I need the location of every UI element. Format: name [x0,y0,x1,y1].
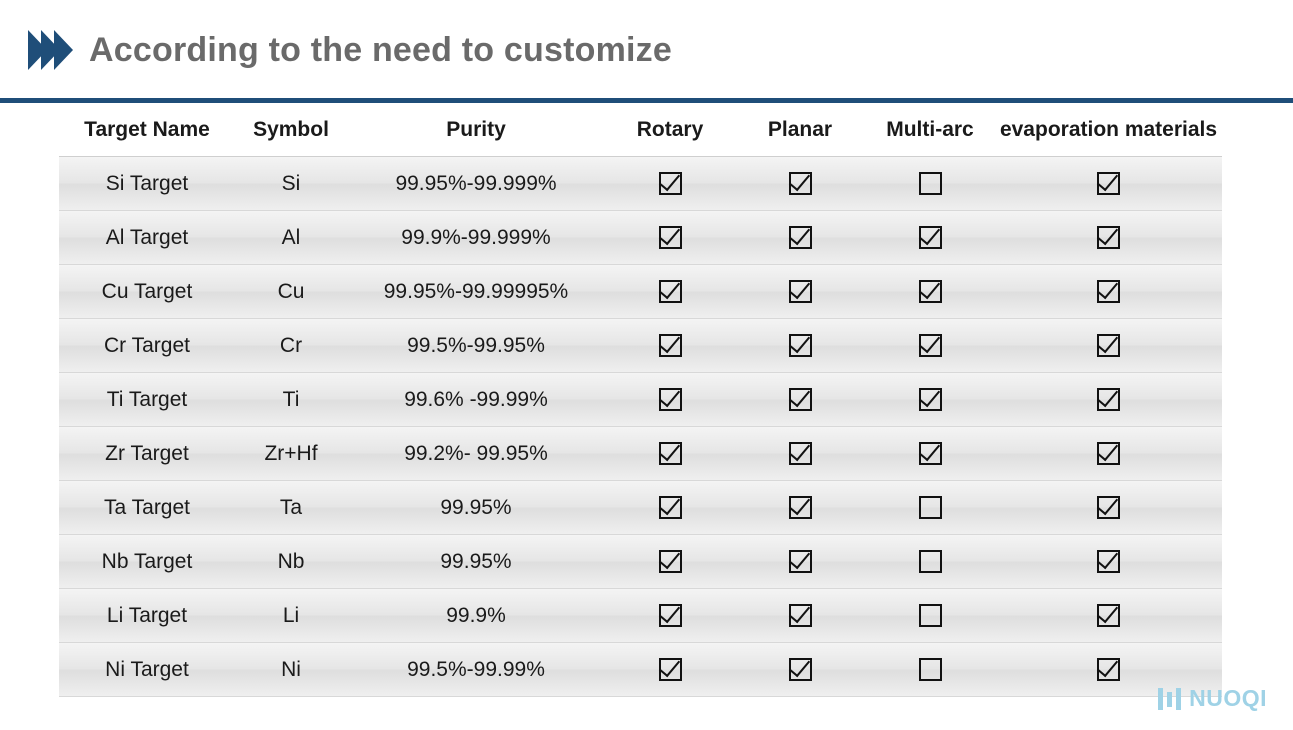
double-chevron-right-icon [28,30,67,70]
cell-evaporation [995,318,1222,372]
column-header-rotary: Rotary [605,110,735,156]
cell-multiarc [865,210,995,264]
cell-multiarc [865,318,995,372]
checkbox-evaporation-checked-icon[interactable] [1097,172,1120,195]
cell-planar [735,426,865,480]
cell-symbol: Cu [235,264,347,318]
checkbox-rotary-checked-icon[interactable] [659,226,682,249]
cell-target-name: Ni Target [59,642,235,697]
checkbox-planar-checked-icon[interactable] [789,496,812,519]
cell-rotary [605,426,735,480]
cell-purity: 99.95%-99.99995% [347,264,605,318]
cell-purity: 99.5%-99.95% [347,318,605,372]
cell-purity: 99.95%-99.999% [347,156,605,210]
checkbox-multi-arc-unchecked-icon[interactable] [919,496,942,519]
cell-symbol: Zr+Hf [235,426,347,480]
cell-planar [735,588,865,642]
cell-planar [735,210,865,264]
checkbox-evaporation-checked-icon[interactable] [1097,388,1120,411]
checkbox-rotary-checked-icon[interactable] [659,280,682,303]
checkbox-rotary-checked-icon[interactable] [659,172,682,195]
cell-target-name: Cu Target [59,264,235,318]
table-row [59,642,1222,697]
cell-purity: 99.2%- 99.95% [347,426,605,480]
cell-target-name: Li Target [59,588,235,642]
column-header-symbol: Symbol [235,110,347,156]
cell-planar [735,156,865,210]
cell-planar [735,264,865,318]
cell-multiarc [865,372,995,426]
slide-header [0,0,1293,100]
cell-multiarc [865,642,995,697]
cell-evaporation [995,372,1222,426]
cell-symbol: Li [235,588,347,642]
cell-symbol: Al [235,210,347,264]
cell-symbol: Ni [235,642,347,697]
cell-target-name: Si Target [59,156,235,210]
checkbox-multi-arc-checked-icon[interactable] [919,226,942,249]
table-row [59,156,1222,210]
cell-rotary [605,318,735,372]
checkbox-planar-checked-icon[interactable] [789,658,812,681]
cell-purity: 99.95% [347,480,605,534]
cell-evaporation [995,480,1222,534]
cell-planar [735,480,865,534]
brand-logo [1157,685,1267,712]
cell-target-name: Nb Target [59,534,235,588]
cell-symbol: Nb [235,534,347,588]
checkbox-evaporation-checked-icon[interactable] [1097,226,1120,249]
checkbox-evaporation-checked-icon[interactable] [1097,334,1120,357]
column-header-planar: Planar [735,110,865,156]
cell-purity: 99.95% [347,534,605,588]
checkbox-multi-arc-unchecked-icon[interactable] [919,550,942,573]
checkbox-evaporation-checked-icon[interactable] [1097,280,1120,303]
cell-rotary [605,264,735,318]
cell-multiarc [865,588,995,642]
checkbox-rotary-checked-icon[interactable] [659,658,682,681]
checkbox-multi-arc-checked-icon[interactable] [919,334,942,357]
cell-target-name: Ta Target [59,480,235,534]
cell-target-name: Ti Target [59,372,235,426]
column-header-multi-arc: Multi-arc [865,110,995,156]
cell-multiarc [865,156,995,210]
checkbox-multi-arc-unchecked-icon[interactable] [919,658,942,681]
cell-symbol: Si [235,156,347,210]
checkbox-rotary-checked-icon[interactable] [659,388,682,411]
checkbox-evaporation-checked-icon[interactable] [1097,658,1120,681]
checkbox-rotary-checked-icon[interactable] [659,334,682,357]
cell-evaporation [995,534,1222,588]
table-row [59,588,1222,642]
cell-planar [735,534,865,588]
checkbox-planar-checked-icon[interactable] [789,280,812,303]
cell-planar [735,372,865,426]
cell-symbol: Ti [235,372,347,426]
cell-target-name: Al Target [59,210,235,264]
header-divider [0,98,1293,103]
checkbox-planar-checked-icon[interactable] [789,226,812,249]
cell-planar [735,318,865,372]
table-body [59,156,1222,697]
checkbox-rotary-checked-icon[interactable] [659,550,682,573]
checkbox-multi-arc-checked-icon[interactable] [919,388,942,411]
checkbox-multi-arc-unchecked-icon[interactable] [919,604,942,627]
cell-multiarc [865,480,995,534]
table-row [59,264,1222,318]
checkbox-planar-checked-icon[interactable] [789,604,812,627]
brand-name: NUOQI [1189,685,1267,711]
cell-target-name: Cr Target [59,318,235,372]
table-row [59,318,1222,372]
checkbox-rotary-checked-icon[interactable] [659,604,682,627]
checkbox-multi-arc-checked-icon[interactable] [919,280,942,303]
column-header-purity: Purity [347,110,605,156]
cell-purity: 99.9%-99.999% [347,210,605,264]
materials-table-container [59,110,1222,697]
cell-rotary [605,480,735,534]
cell-multiarc [865,534,995,588]
column-header-evaporation-materials: evaporation materials [995,110,1222,156]
table-header-row [59,110,1222,156]
table-row [59,372,1222,426]
cell-evaporation [995,156,1222,210]
checkbox-evaporation-checked-icon[interactable] [1097,496,1120,519]
cell-purity: 99.9% [347,588,605,642]
nuoqi-mark-icon [1157,686,1183,712]
cell-rotary [605,210,735,264]
checkbox-rotary-checked-icon[interactable] [659,442,682,465]
cell-planar [735,642,865,697]
checkbox-evaporation-checked-icon[interactable] [1097,550,1120,573]
checkbox-planar-checked-icon[interactable] [789,334,812,357]
checkbox-multi-arc-checked-icon[interactable] [919,442,942,465]
cell-rotary [605,372,735,426]
checkbox-planar-checked-icon[interactable] [789,550,812,573]
cell-evaporation [995,264,1222,318]
cell-multiarc [865,426,995,480]
column-header-target-name: Target Name [59,110,235,156]
checkbox-evaporation-checked-icon[interactable] [1097,604,1120,627]
table-row [59,534,1222,588]
cell-symbol: Ta [235,480,347,534]
cell-symbol: Cr [235,318,347,372]
table-row [59,426,1222,480]
table-row [59,210,1222,264]
cell-evaporation [995,210,1222,264]
checkbox-rotary-checked-icon[interactable] [659,496,682,519]
cell-rotary [605,156,735,210]
cell-purity: 99.6% -99.99% [347,372,605,426]
checkbox-evaporation-checked-icon[interactable] [1097,442,1120,465]
materials-table [59,110,1222,697]
cell-multiarc [865,264,995,318]
table-row [59,480,1222,534]
checkbox-planar-checked-icon[interactable] [789,388,812,411]
checkbox-multi-arc-unchecked-icon[interactable] [919,172,942,195]
cell-evaporation [995,588,1222,642]
cell-rotary [605,588,735,642]
page-title: According to the need to customize [89,30,672,69]
cell-target-name: Zr Target [59,426,235,480]
cell-purity: 99.5%-99.99% [347,642,605,697]
cell-rotary [605,534,735,588]
checkbox-planar-checked-icon[interactable] [789,442,812,465]
cell-evaporation [995,426,1222,480]
checkbox-planar-checked-icon[interactable] [789,172,812,195]
cell-rotary [605,642,735,697]
